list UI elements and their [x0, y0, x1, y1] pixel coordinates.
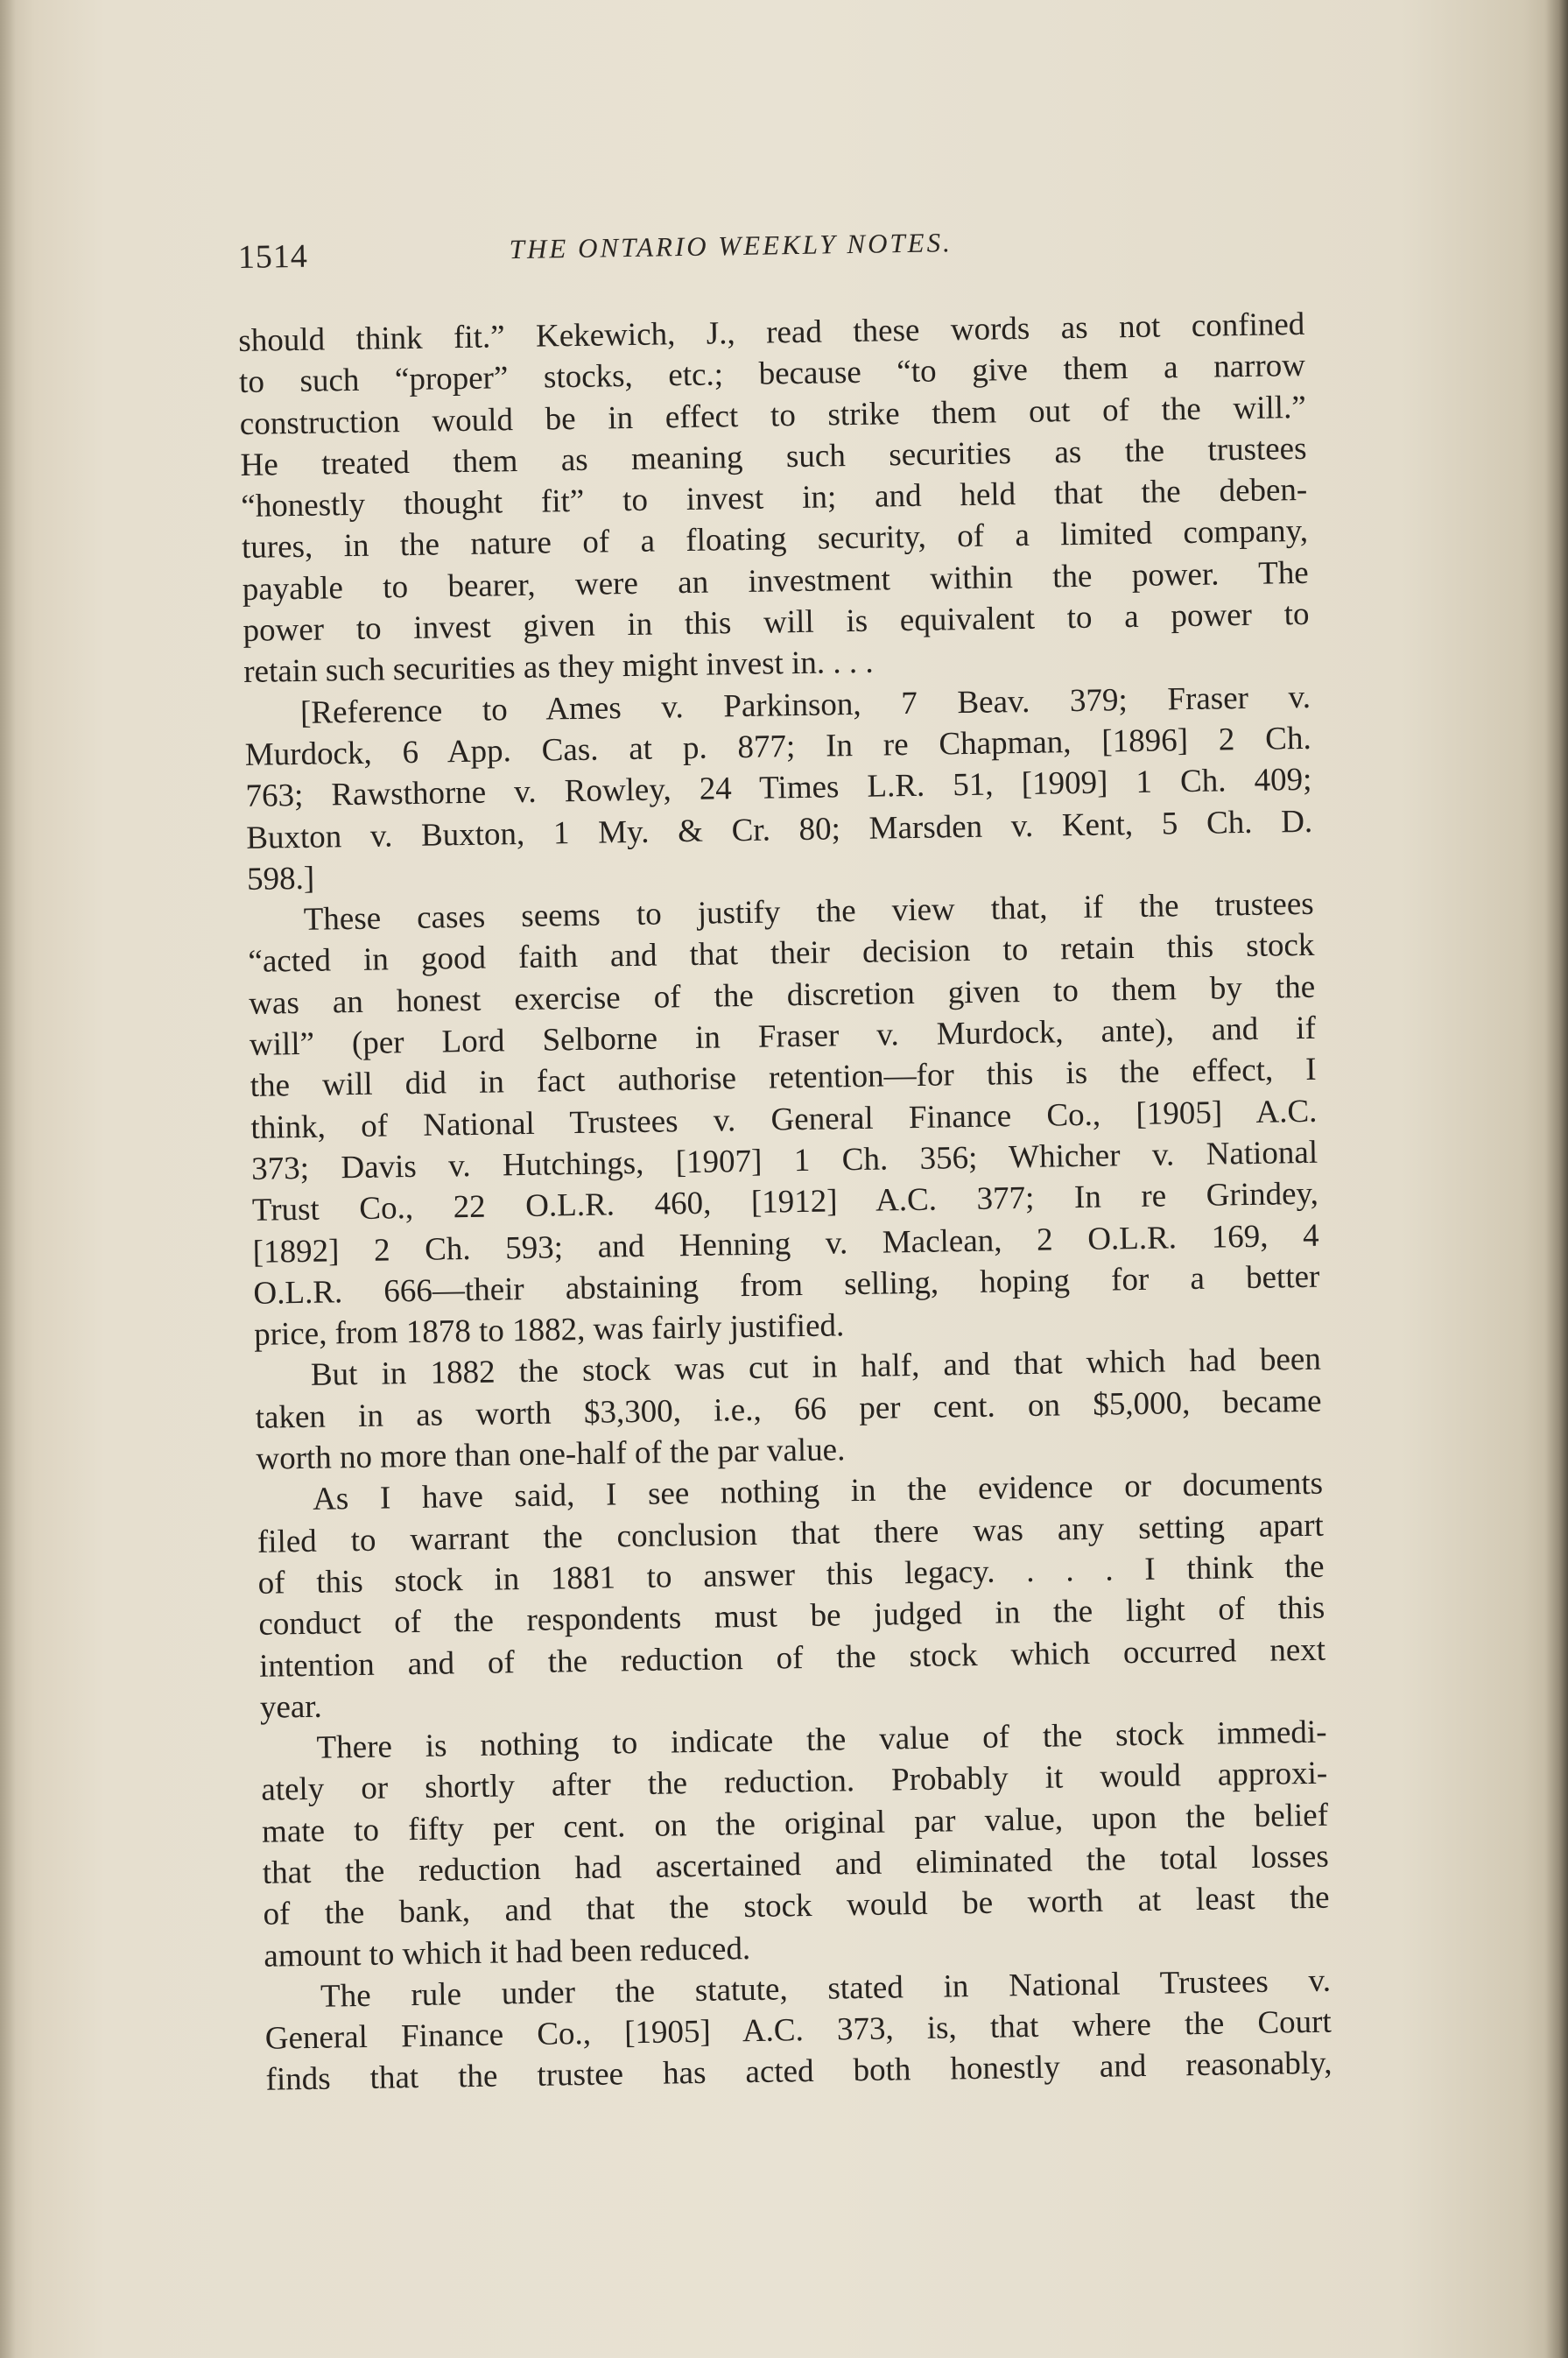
- text-line: tures, in the nature of a floating security, of a limited company,: [241, 513, 1309, 567]
- text-line: The rule under the statute, stated in National Trustees v.: [320, 1962, 1332, 2015]
- text-line: mate to fifty per cent. on the original par value, upon the belief: [261, 1797, 1329, 1850]
- text-line: construction would be in effect to strike them out of the will.”: [239, 389, 1307, 442]
- text-line: “honestly thought fit” to invest in; and held that the deben-: [241, 472, 1308, 525]
- text-line: conduct of the respondents must be judged in the light of this: [258, 1589, 1325, 1644]
- text-line: retain such securities as they might invest in. . . .: [243, 644, 874, 691]
- text-line: finds that the trustee has acted both honestly and reasonably,: [265, 2045, 1332, 2099]
- text-line: of this stock in 1881 to answer this legacy. . . . I think the: [257, 1548, 1325, 1601]
- text-line: power to invest given in this will is equivalent to a power to: [243, 595, 1310, 650]
- text-line: These cases seems to justify the view that, if the trustees: [303, 885, 1314, 939]
- text-line: 373; Davis v. Hutchings, [1907] 1 Ch. 356; Whicher v. National: [250, 1134, 1318, 1187]
- page-right-shadow: [1545, 0, 1568, 2358]
- text-line: [1892] 2 Ch. 593; and Henning v. Maclean, 2 O.L.R. 169, 4: [252, 1217, 1319, 1271]
- text-line: worth no more than one-half of the par value.: [256, 1432, 846, 1477]
- text-line: to such “proper” stocks, etc.; because “to give them a narrow: [238, 348, 1306, 401]
- text-line: [Reference to Ames v. Parkinson, 7 Beav. 379; Fraser v.: [299, 679, 1311, 731]
- text-line: should think fit.” Kekewich, J., read these words as not confined: [238, 306, 1305, 359]
- running-header: [238, 222, 1325, 291]
- text-line: General Finance Co., [1905] A.C. 373, is, that where the Court: [264, 2003, 1332, 2057]
- text-line: taken in as worth $3,300, i.e., 66 per cent. on $5,000, became: [255, 1383, 1322, 1436]
- text-line: the will did in fact authorise retention—for this is the effect, I: [250, 1052, 1317, 1105]
- text-line: But in 1882 the stock was cut in half, and that which had been: [310, 1341, 1322, 1394]
- text-line: 763; Rawsthorne v. Rowley, 24 Times L.R. 51, [1909] 1 Ch. 409;: [245, 762, 1312, 815]
- text-line: O.L.R. 666—their abstaining from selling, hoping for a better: [253, 1258, 1320, 1312]
- text-line: Murdock, 6 App. Cas. at p. 877; In re Chapman, [1896] 2 Ch.: [244, 720, 1311, 773]
- text-line: There is nothing to indicate the value of the stock immedi-: [316, 1714, 1327, 1766]
- page-left-shadow: [0, 0, 16, 2358]
- text-line: think, of National Trustees v. General Finance Co., [1905] A.C.: [250, 1093, 1318, 1146]
- page-number: 1514: [237, 237, 309, 276]
- journal-title: THE ONTARIO WEEKLY NOTES.: [509, 227, 953, 265]
- text-line: As I have said, I see nothing in the evidence or documents: [312, 1466, 1324, 1518]
- text-line: was an honest exercise of the discretion given to them by the: [248, 968, 1316, 1022]
- text-line: of the bank, and that the stock would be worth at least the: [263, 1879, 1330, 1933]
- text-line: Buxton v. Buxton, 1 My. & Cr. 80; Marsden v. Kent, 5 Ch. D.: [245, 803, 1313, 856]
- text-line: ately or shortly after the reduction. Probably it would approxi-: [261, 1756, 1328, 1809]
- text-line: amount to which it had been reduced.: [264, 1930, 751, 1974]
- text-line: Trust Co., 22 O.L.R. 460, [1912] A.C. 377; In re Grindey,: [251, 1175, 1319, 1229]
- text-line: 598.]: [246, 860, 315, 897]
- text-line: intention and of the reduction of the stock which occurred next: [258, 1631, 1326, 1685]
- text-line: “acted in good faith and that their decision to retain this stock: [248, 927, 1315, 981]
- text-line: will” (per Lord Selborne in Fraser v. Murdock, ante), and if: [249, 1010, 1317, 1063]
- text-line: filed to warrant the conclusion that there was any setting apart: [257, 1507, 1325, 1560]
- text-line: year.: [259, 1688, 323, 1726]
- text-line: that the reduction had ascertained and eliminated the total losses: [262, 1838, 1330, 1891]
- text-line: payable to bearer, were an investment within the power. The: [242, 554, 1309, 608]
- text-line: price, from 1878 to 1882, was fairly justified.: [253, 1307, 845, 1353]
- body-text: [238, 304, 1332, 2101]
- text-line: He treated them as meaning such securities as the trustees: [240, 430, 1307, 483]
